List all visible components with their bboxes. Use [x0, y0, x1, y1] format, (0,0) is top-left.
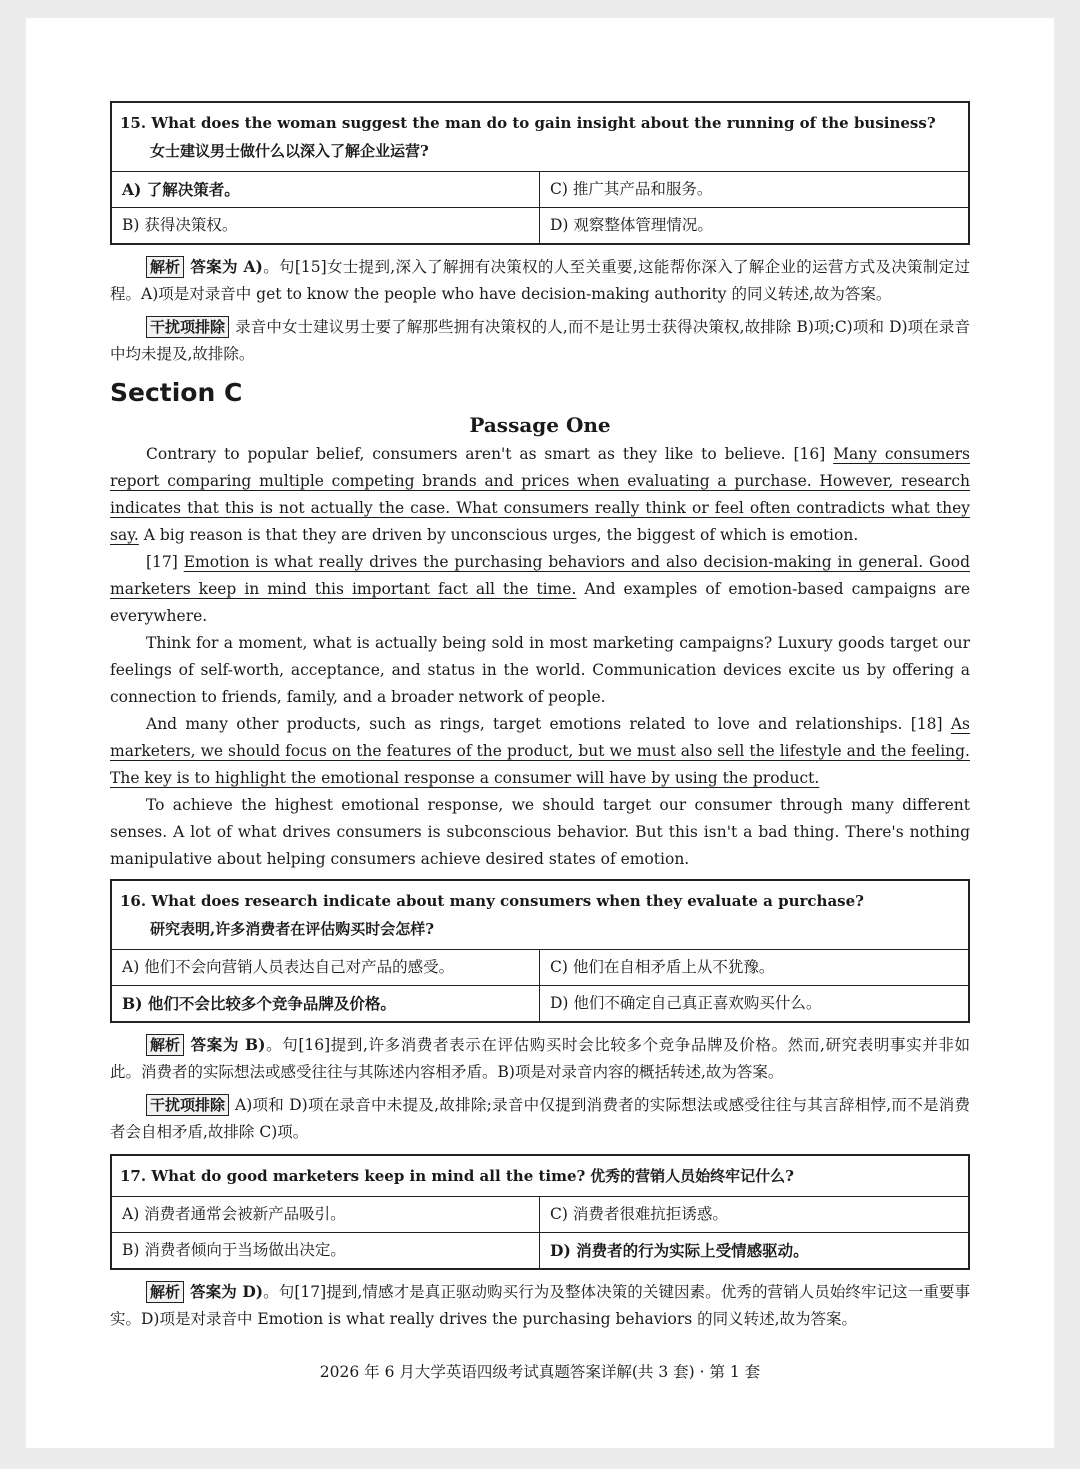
- question-17-analysis: [110, 1278, 970, 1333]
- analysis-answer: 答案为 B): [190, 1035, 266, 1054]
- option-b: B) 获得决策权。: [112, 208, 540, 243]
- question-15-stem-zh: 女士建议男士做什么以深入了解企业运营?: [150, 142, 429, 160]
- question-17-stem-en: 17. What do good marketers keep in mind all the time?: [120, 1167, 586, 1185]
- question-17-table: [110, 1154, 970, 1270]
- question-16-stem-en: 16. What does research indicate about many consumers when they evaluate a purchase?: [120, 892, 864, 910]
- analysis-tag: 解析: [146, 1281, 184, 1303]
- question-15-stem-en: 15. What does the woman suggest the man do to gain insight about the running of the business?: [120, 114, 936, 132]
- underlined-text: As marketers, we should focus on the features of the product, but we must also sell the lifestyle and the feeling. The key is to highlight the emotional response a consumer will have by using the product.: [110, 715, 971, 787]
- question-15-distractor: [110, 314, 970, 368]
- distractor-tag: 干扰项排除: [146, 1094, 229, 1116]
- passage-paragraph-5: To achieve the highest emotional response, we should target our consumer through many different senses. A lot of what drives consumers is subconscious behavior. But this isn't a bad thing. There's nothing manipulative about helping consumers achieve desired states of emotion.: [110, 796, 970, 868]
- question-16-stem: [112, 881, 968, 950]
- option-c: C) 推广其产品和服务。: [550, 180, 713, 198]
- content: [110, 101, 970, 1333]
- question-16-stem-zh: 研究表明,许多消费者在评估购买时会怎样?: [150, 920, 435, 938]
- option-b: B) 他们不会比较多个竞争品牌及价格。: [112, 986, 540, 1021]
- analysis-tag: 解析: [146, 256, 184, 278]
- analysis-tag: 解析: [146, 1034, 184, 1056]
- passage-paragraph-4: [110, 711, 970, 792]
- option-c: C) 他们在自相矛盾上从不犹豫。: [550, 958, 775, 976]
- page: [26, 18, 1054, 1448]
- passage-paragraph-1: [110, 441, 970, 549]
- sentence-ref: [17]: [146, 553, 184, 571]
- option-c: C) 消费者很难抗拒诱惑。: [550, 1205, 728, 1223]
- analysis-text: 。句[15]女士提到,深入了解拥有决策权的人至关重要,这能帮你深入了解企业的运营方式及决策制定过程。A)项是对录音中 get to know the people who have decision-making authority 的同义转述,故为答案。: [110, 258, 970, 303]
- distractor-text: 录音中女士建议男士要了解那些拥有决策权的人,而不是让男士获得决策权,故排除 B)项;C)项和 D)项在录音中均未提及,故排除。: [110, 318, 970, 363]
- option-d: D) 他们不确定自己真正喜欢购买什么。: [550, 994, 822, 1012]
- question-16-analysis: [110, 1031, 970, 1086]
- option-a: A) 了解决策者。: [112, 172, 540, 207]
- question-15-analysis: [110, 253, 970, 308]
- analysis-text: 。句[17]提到,情感才是真正驱动购买行为及整体决策的关键因素。优秀的营销人员始终牢记这一重要事实。D)项是对录音中 Emotion is what really drives the purchasing behaviors 的同义转述,故为答案。: [110, 1283, 970, 1328]
- analysis-text: 。句[16]提到,许多消费者表示在评估购买时会比较多个竞争品牌及价格。然而,研究表明事实并非如此。消费者的实际想法或感受往往与其陈述内容相矛盾。B)项是对录音内容的概括转述,故为答案。: [110, 1036, 970, 1081]
- option-a: A) 他们不会向营销人员表达自己对产品的感受。: [112, 950, 540, 985]
- passage-title: Passage One: [469, 413, 611, 437]
- sentence-ref: [18]: [910, 715, 951, 733]
- passage-text: And examples of emotion-based campaigns are everywhere.: [110, 580, 970, 625]
- page-footer: 2026 年 6 月大学英语四级考试真题答案详解(共 3 套) · 第 1 套: [319, 1363, 761, 1381]
- passage-paragraph-3: Think for a moment, what is actually being sold in most marketing campaigns? Luxury goods target our feelings of self-worth, acceptance, and status in the world. Communication devices excite us by offering a connection to friends, family, and a broader network of people.: [110, 634, 970, 706]
- passage-text: Contrary to popular belief, consumers aren't as smart as they like to believe.: [146, 445, 794, 463]
- question-15-stem: [112, 103, 968, 172]
- question-17-stem-zh: 优秀的营销人员始终牢记什么?: [590, 1167, 794, 1185]
- sentence-ref: [16]: [793, 445, 834, 463]
- analysis-answer: 答案为 D): [190, 1282, 264, 1301]
- option-b: B) 消费者倾向于当场做出决定。: [112, 1233, 540, 1268]
- option-d: D) 消费者的行为实际上受情感驱动。: [550, 1241, 809, 1260]
- question-16-table: [110, 879, 970, 1023]
- passage-text: A big reason is that they are driven by unconscious urges, the biggest of which is emotion.: [138, 526, 859, 544]
- analysis-answer: 答案为 A): [190, 257, 263, 276]
- question-16-distractor: [110, 1092, 970, 1146]
- distractor-tag: 干扰项排除: [146, 316, 229, 338]
- question-15-table: [110, 101, 970, 245]
- distractor-text: A)项和 D)项在录音中未提及,故排除;录音中仅提到消费者的实际想法或感受往往与其言辞相悖,而不是消费者会自相矛盾,故排除 C)项。: [110, 1096, 970, 1141]
- passage-text: And many other products, such as rings, target emotions related to love and relationships.: [146, 715, 911, 733]
- question-17-stem: [112, 1156, 968, 1197]
- option-a: A) 消费者通常会被新产品吸引。: [112, 1197, 540, 1232]
- passage-paragraph-2: [110, 549, 970, 630]
- underlined-text: Emotion is what really drives the purchasing behaviors and also decision-making in general. Good marketers keep in mind this important fact all the time.: [110, 553, 970, 598]
- option-d: D) 观察整体管理情况。: [550, 216, 713, 234]
- section-title: Section C: [110, 378, 243, 407]
- underlined-text: Many consumers report comparing multiple competing brands and prices when evaluating a purchase. However, research indicates that this is not actually the case. What consumers really think or feel often contradicts what they say.: [110, 445, 970, 544]
